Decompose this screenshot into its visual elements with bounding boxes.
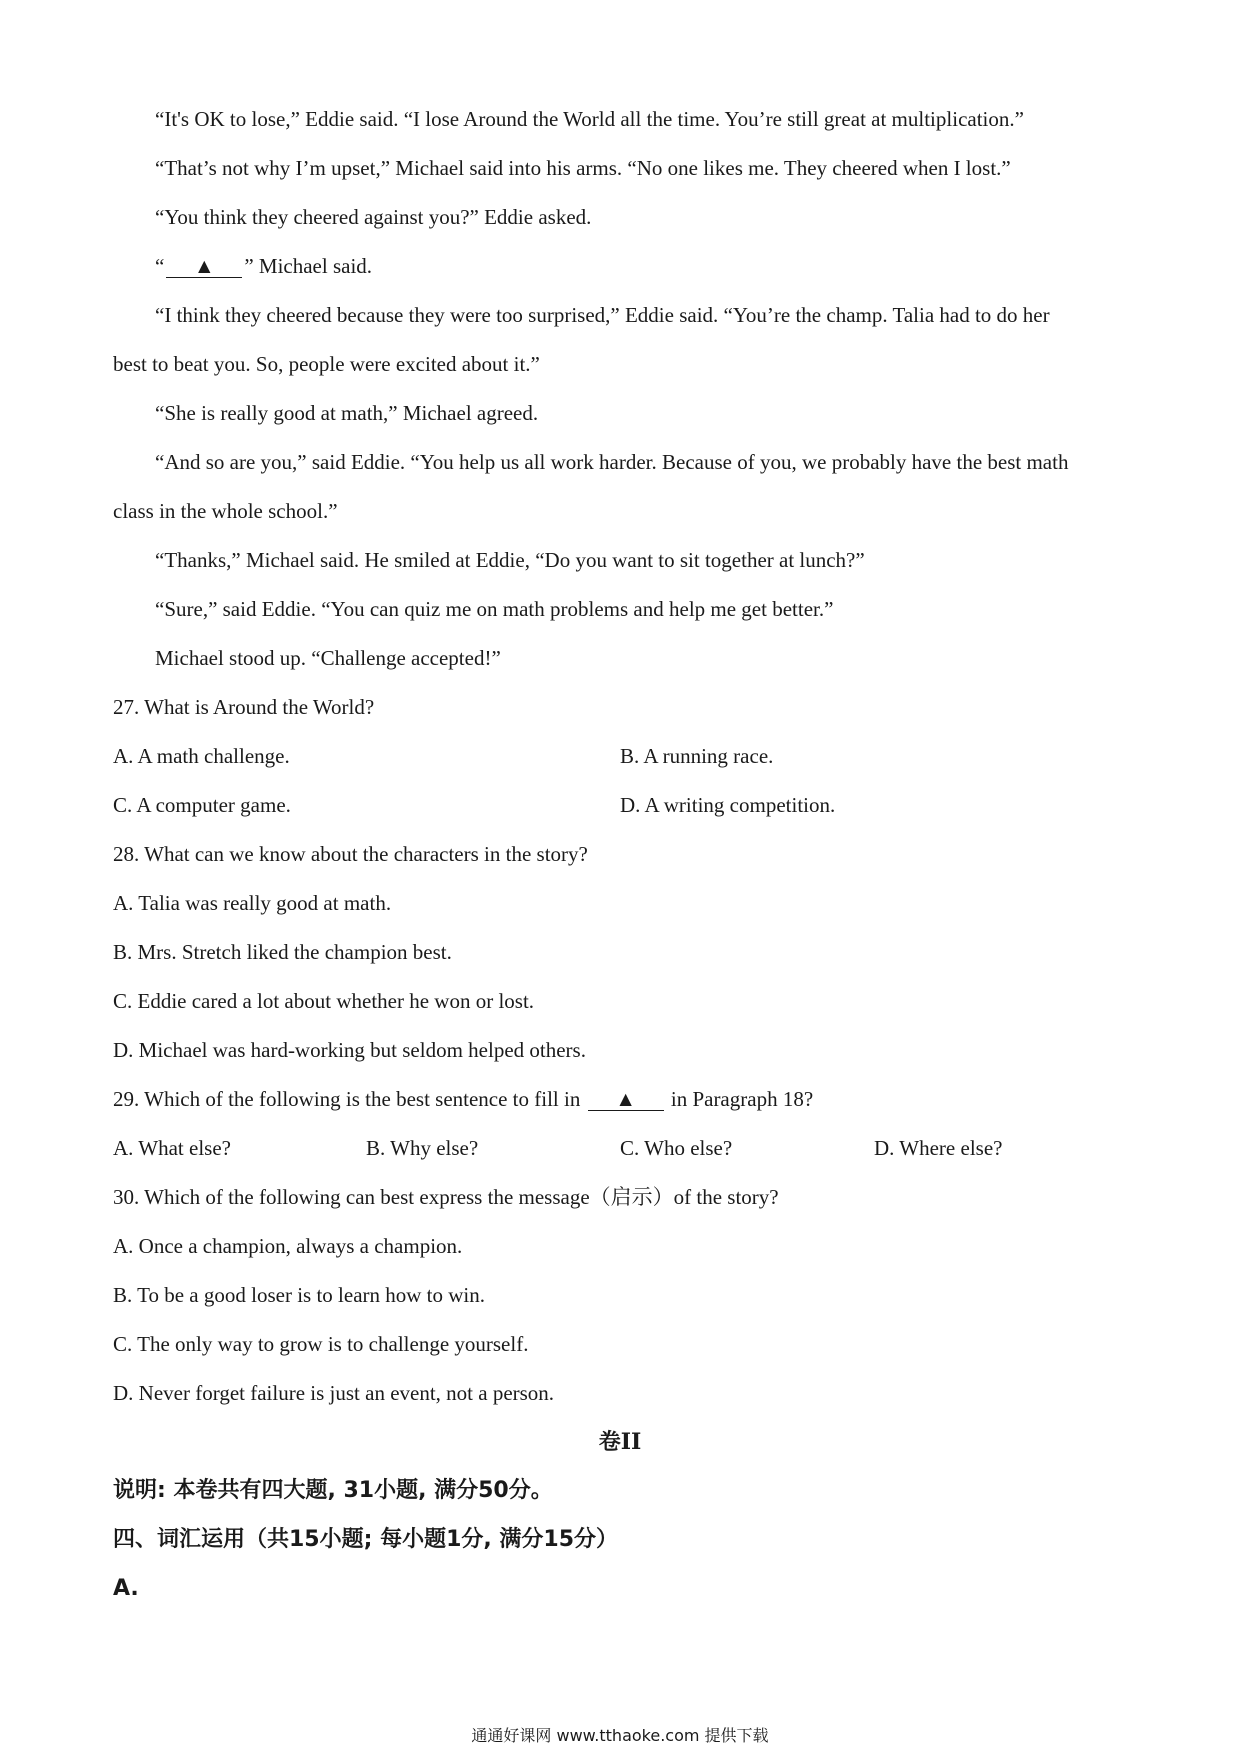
question-29-stem bbox=[113, 1085, 813, 1113]
story-paragraph: “It's OK to lose,” Eddie said. “I lose Around the World all the time. You’re still great at multiplication.” bbox=[155, 107, 1024, 131]
question-30-stem: 30. Which of the following can best express the message（启示）of the story? bbox=[113, 1185, 779, 1209]
question-29-option-b: B. Why else? bbox=[366, 1136, 479, 1160]
question-27-option-c: C. A computer game. bbox=[113, 793, 291, 817]
question-28-stem: 28. What can we know about the characters in the story? bbox=[113, 842, 588, 866]
story-paragraph: Michael stood up. “Challenge accepted!” bbox=[155, 646, 501, 670]
question-30-option-c: C. The only way to grow is to challenge yourself. bbox=[113, 1332, 529, 1356]
story-paragraph: “Sure,” said Eddie. “You can quiz me on math problems and help me get better.” bbox=[155, 597, 834, 621]
story-paragraph-cont: best to beat you. So, people were excited about it.” bbox=[113, 352, 540, 376]
question-30-option-b: B. To be a good loser is to learn how to win. bbox=[113, 1283, 486, 1307]
story-paragraph: “She is really good at math,” Michael agreed. bbox=[155, 401, 539, 425]
story-paragraph-cont: class in the whole school.” bbox=[113, 499, 338, 523]
section-2-heading: 卷II bbox=[598, 1429, 642, 1455]
question-27-option-a: A. A math challenge. bbox=[113, 744, 290, 768]
quote-open: “ bbox=[155, 254, 165, 278]
question-29-option-c: C. Who else? bbox=[620, 1136, 733, 1160]
question-28-option-c: C. Eddie cared a lot about whether he won or lost. bbox=[113, 989, 535, 1013]
story-paragraph: “That’s not why I’m upset,” Michael said into his arms. “No one likes me. They cheered when I lost.” bbox=[155, 156, 1011, 180]
quote-close: ” Michael said. bbox=[244, 254, 373, 278]
story-paragraph: “And so are you,” said Eddie. “You help us all work harder. Because of you, we probably have the best math bbox=[155, 450, 1069, 474]
question-29-option-d: D. Where else? bbox=[874, 1136, 1003, 1160]
story-paragraph: “You think they cheered against you?” Eddie asked. bbox=[155, 205, 592, 229]
part-4-heading: 四、词汇运用（共15小题; 每小题1分, 满分15分） bbox=[113, 1527, 619, 1552]
question-30-option-a: A. Once a champion, always a champion. bbox=[113, 1234, 463, 1258]
question-30-option-d: D. Never forget failure is just an event, not a person. bbox=[113, 1381, 555, 1405]
question-29-option-a: A. What else? bbox=[113, 1136, 231, 1160]
question-29-stem-before: 29. Which of the following is the best sentence to fill in bbox=[113, 1087, 581, 1111]
part-4-sub-a: A. bbox=[113, 1576, 139, 1601]
answer-blank: ▲ bbox=[588, 1088, 664, 1111]
question-27-option-d: D. A writing competition. bbox=[620, 793, 836, 817]
question-28-option-d: D. Michael was hard-working but seldom helped others. bbox=[113, 1038, 586, 1062]
question-28-option-a: A. Talia was really good at math. bbox=[113, 891, 392, 915]
section-2-note: 说明: 本卷共有四大题, 31小题, 满分50分。 bbox=[113, 1478, 553, 1503]
question-28-option-b: B. Mrs. Stretch liked the champion best. bbox=[113, 940, 452, 964]
question-29-stem-after: in Paragraph 18? bbox=[670, 1087, 814, 1111]
story-paragraph-blank bbox=[155, 252, 372, 280]
answer-blank: ▲ bbox=[166, 255, 242, 278]
question-27-option-b: B. A running race. bbox=[620, 744, 774, 768]
question-27-stem: 27. What is Around the World? bbox=[113, 695, 375, 719]
story-paragraph: “Thanks,” Michael said. He smiled at Eddie, “Do you want to sit together at lunch?” bbox=[155, 548, 865, 572]
story-paragraph: “I think they cheered because they were too surprised,” Eddie said. “You’re the champ. Talia had to do her bbox=[155, 303, 1050, 327]
page-footer: 通通好课网 www.tthaoke.com 提供下载 bbox=[471, 1726, 769, 1745]
